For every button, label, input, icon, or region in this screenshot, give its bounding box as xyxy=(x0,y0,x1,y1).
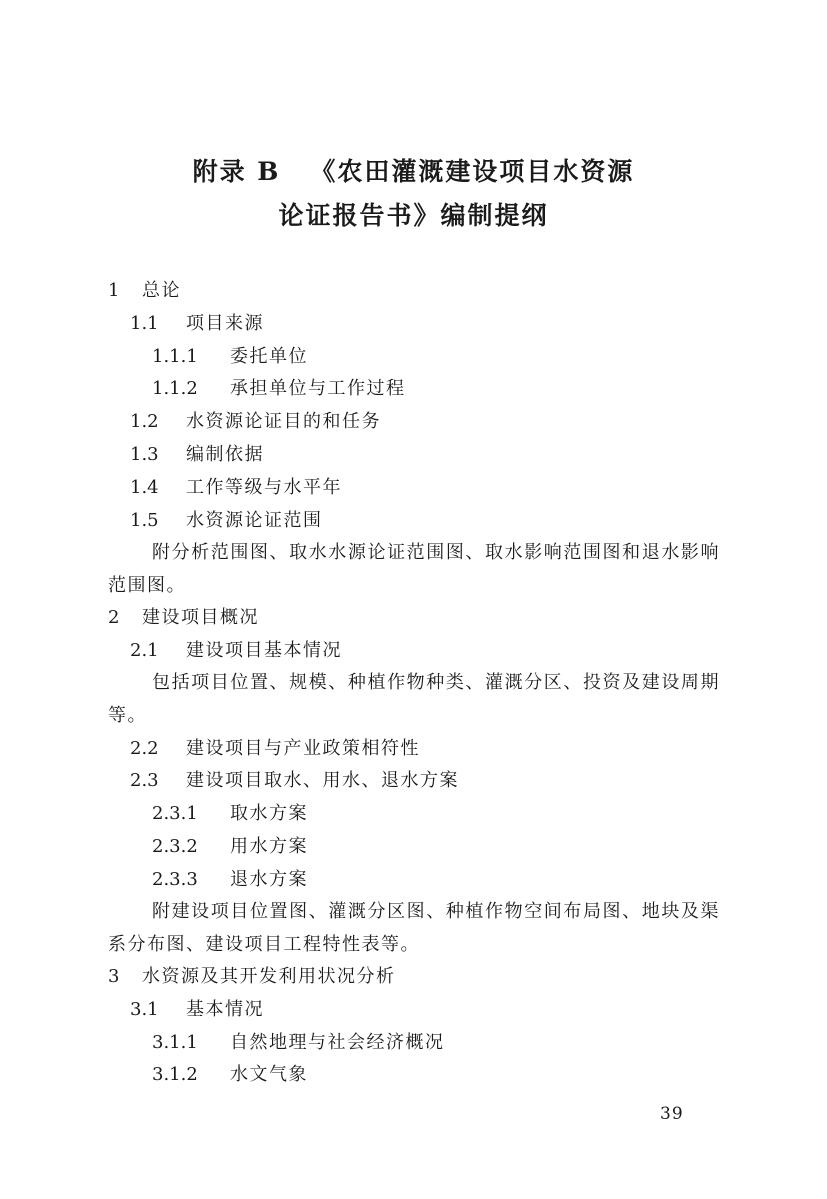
appendix-title-line-2: 论证报告书》编制提纲 xyxy=(278,201,549,230)
section-title: 退水方案 xyxy=(230,869,308,890)
outline-item xyxy=(108,279,181,303)
section-number: 1.3 xyxy=(130,444,159,465)
section-title: 水资源及其开发利用状况分析 xyxy=(142,966,396,987)
outline-item xyxy=(152,835,308,859)
outline-item xyxy=(130,509,323,533)
outline-item xyxy=(152,1063,308,1087)
section-title: 建设项目取水、用水、退水方案 xyxy=(186,770,459,791)
section-number: 2.1 xyxy=(130,640,159,661)
section-number: 1.1.1 xyxy=(152,346,198,367)
section-title: 用水方案 xyxy=(230,836,308,857)
section-number: 2.3.2 xyxy=(152,836,198,857)
section-number: 2.3 xyxy=(130,770,159,791)
body-paragraph: 附分析范围图、取水水源论证范围图、取水影响范围图和退水影响范围图。 xyxy=(108,542,720,596)
section-title: 项目来源 xyxy=(186,313,264,334)
outline-item xyxy=(152,802,308,826)
outline-item xyxy=(130,476,342,500)
outline-item xyxy=(108,606,259,630)
section-number: 1.1.2 xyxy=(152,378,198,399)
section-title: 水文气象 xyxy=(230,1064,308,1085)
outline-item xyxy=(108,965,396,989)
section-title: 建设项目与产业政策相符性 xyxy=(186,738,420,759)
section-title: 水资源论证目的和任务 xyxy=(186,411,381,432)
section-number: 2.3.3 xyxy=(152,869,198,890)
section-number: 1 xyxy=(108,280,120,301)
section-title: 建设项目概况 xyxy=(142,607,259,628)
section-number: 1.2 xyxy=(130,411,159,432)
outline-item xyxy=(152,868,308,892)
section-title: 工作等级与水平年 xyxy=(186,477,342,498)
section-number: 3 xyxy=(108,966,120,987)
section-title: 承担单位与工作过程 xyxy=(230,378,406,399)
section-number: 3.1.2 xyxy=(152,1064,198,1085)
page-number: 39 xyxy=(660,1104,684,1124)
section-title: 取水方案 xyxy=(230,803,308,824)
body-paragraph: 包括项目位置、规模、种植作物种类、灌溉分区、投资及建设周期等。 xyxy=(108,672,720,726)
outline-item xyxy=(130,410,381,434)
section-title: 建设项目基本情况 xyxy=(186,640,342,661)
outline-item xyxy=(130,312,264,336)
section-number: 1.4 xyxy=(130,477,159,498)
outline-item xyxy=(152,345,308,369)
outline-item xyxy=(130,998,264,1022)
section-number: 2.2 xyxy=(130,738,159,759)
section-number: 1.5 xyxy=(130,510,159,531)
section-number: 3.1 xyxy=(130,999,159,1020)
appendix-label: 附录 B xyxy=(192,157,281,186)
section-number: 1.1 xyxy=(130,313,159,334)
section-title: 总论 xyxy=(142,280,181,301)
section-number: 2.3.1 xyxy=(152,803,198,824)
section-number: 3.1.1 xyxy=(152,1032,198,1053)
outline-item xyxy=(130,769,459,793)
section-title: 编制依据 xyxy=(186,444,264,465)
section-title: 水资源论证范围 xyxy=(186,510,323,531)
outline-item xyxy=(152,377,406,401)
outline-item xyxy=(130,639,342,663)
appendix-title-line-1 xyxy=(0,152,827,188)
title-text-1: 《农田灌溉建设项目水资源 xyxy=(310,157,635,186)
section-title: 基本情况 xyxy=(186,999,264,1020)
outline-item xyxy=(130,737,420,761)
section-title: 自然地理与社会经济概况 xyxy=(230,1032,445,1053)
section-number: 2 xyxy=(108,607,120,628)
section-title: 委托单位 xyxy=(230,346,308,367)
body-paragraph: 附建设项目位置图、灌溉分区图、种植作物空间布局图、地块及渠系分布图、建设项目工程特性表等。 xyxy=(108,901,720,955)
outline-item xyxy=(152,1031,445,1055)
outline-item xyxy=(130,443,264,467)
